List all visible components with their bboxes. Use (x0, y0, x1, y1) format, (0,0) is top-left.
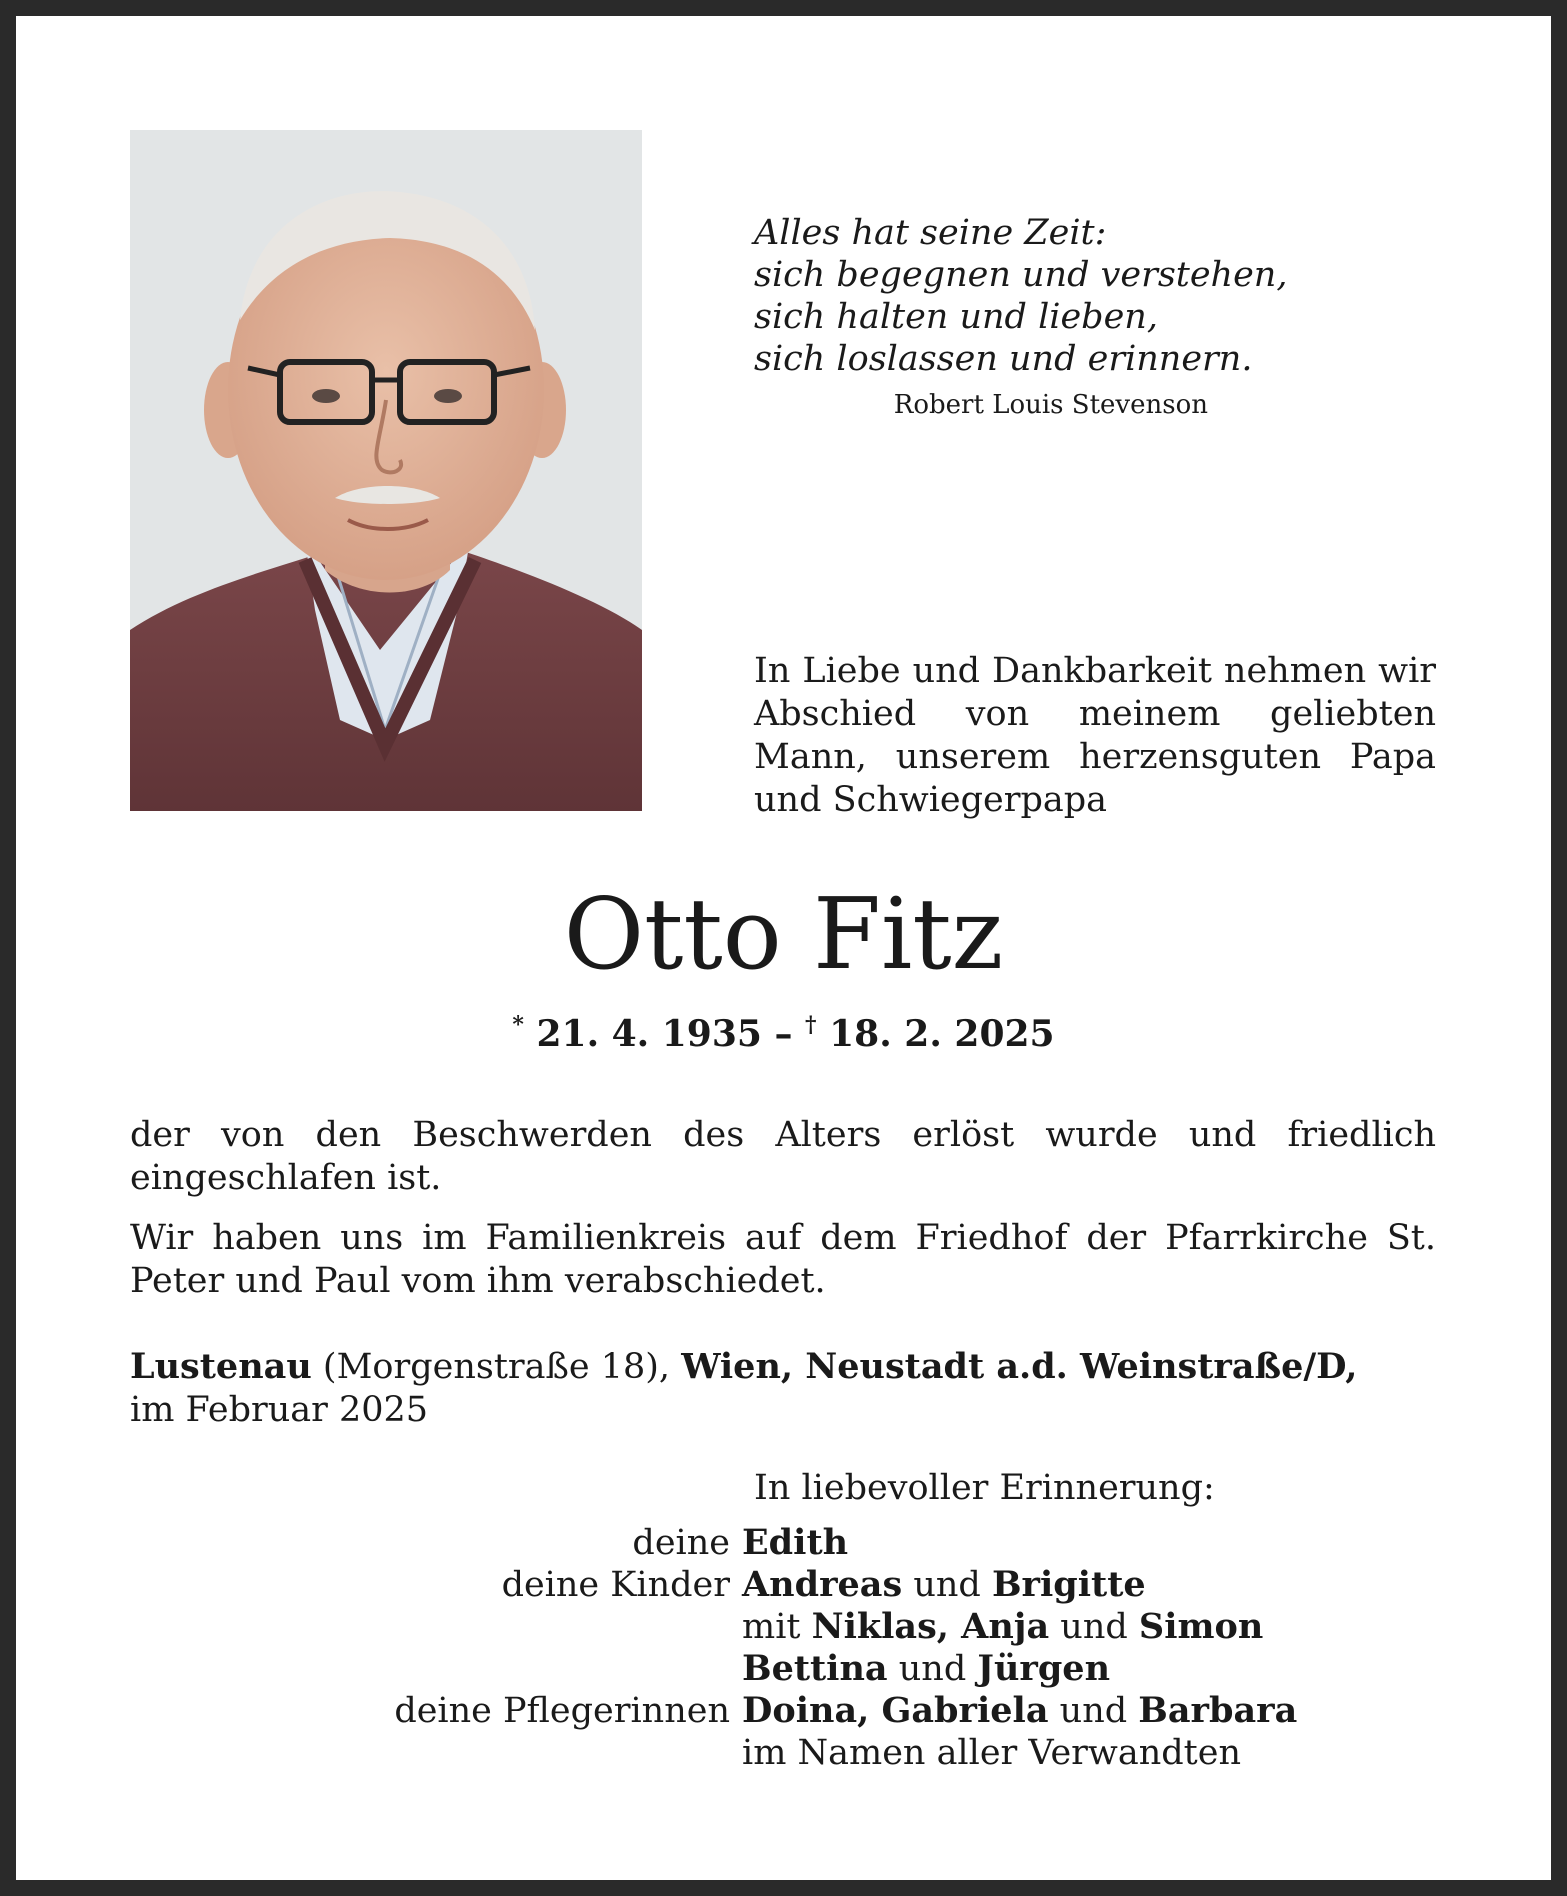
signature-row (130, 1522, 1436, 1564)
deceased-name: Otto Fitz (563, 878, 1004, 992)
paragraph-farewell: Wir haben uns im Familienkreis auf dem Friedhof der Pfarrkirche St. Peter und Paul vom ihm verabschiedet. (130, 1218, 1436, 1301)
signature-name: Edith (742, 1522, 849, 1563)
date-separator: – (774, 1013, 793, 1055)
poem (754, 212, 1287, 380)
signature-conjunction: mit (742, 1607, 801, 1647)
poem-line: Alles hat seine Zeit: (754, 213, 1107, 253)
signature-row (130, 1648, 1436, 1690)
birth-date: 21. 4. 1935 (536, 1013, 762, 1055)
paragraph-passing: der von den Beschwerden des Alters erlöst wurde und friedlich eingeschlafen ist. (130, 1115, 1436, 1198)
signature-name: Doina, Gabriela (742, 1690, 1049, 1731)
signature-name: Jürgen (977, 1648, 1111, 1689)
poem-author: Robert Louis Stevenson (893, 390, 1208, 420)
signature-name: Simon (1138, 1606, 1264, 1647)
signature-row (130, 1606, 1436, 1648)
birth-symbol: * (512, 1012, 524, 1038)
life-dates (0, 1012, 1567, 1055)
signature-name: Brigitte (991, 1564, 1146, 1605)
signature-name: Barbara (1138, 1690, 1298, 1731)
death-symbol: † (805, 1012, 817, 1038)
poem-line: sich halten und lieben, (754, 297, 1158, 337)
signature-conjunction: und (1059, 1691, 1128, 1731)
signature-name: Andreas (742, 1564, 903, 1605)
place-town: Lustenau (130, 1346, 312, 1387)
signatures (130, 1522, 1436, 1774)
signature-conjunction: und (898, 1649, 967, 1689)
portrait-photo (130, 130, 642, 811)
signature-closing: im Namen aller Verwandten (742, 1733, 1241, 1773)
place-others: Wien, Neustadt a.d. Weinstraße/D, (681, 1346, 1358, 1387)
signature-conjunction: und (913, 1565, 981, 1605)
signature-label: deine (632, 1523, 730, 1563)
signature-label: deine Pflegerinnen (394, 1691, 730, 1731)
signature-row (130, 1690, 1436, 1732)
signature-name: Niklas, Anja (811, 1606, 1050, 1647)
memory-heading: In liebevoller Erinnerung: (754, 1468, 1215, 1508)
signature-conjunction: und (1060, 1607, 1128, 1647)
place-address: (Morgenstraße 18), (322, 1347, 671, 1387)
signature-name: Bettina (742, 1648, 888, 1689)
death-date: 18. 2. 2025 (829, 1013, 1055, 1055)
place-month: im Februar 2025 (130, 1390, 429, 1430)
signature-row (130, 1564, 1436, 1606)
poem-line: sich loslassen und erinnern. (754, 339, 1253, 379)
signature-row (130, 1732, 1436, 1774)
poem-line: sich begegnen und verstehen, (754, 255, 1288, 295)
signature-label: deine Kinder (501, 1565, 730, 1605)
place-date (130, 1345, 1357, 1432)
intro-text: In Liebe und Dankbarkeit nehmen wir Abschied von meinem geliebten Mann, unserem herzensguten Papa und Schwiegerpapa (754, 651, 1436, 820)
